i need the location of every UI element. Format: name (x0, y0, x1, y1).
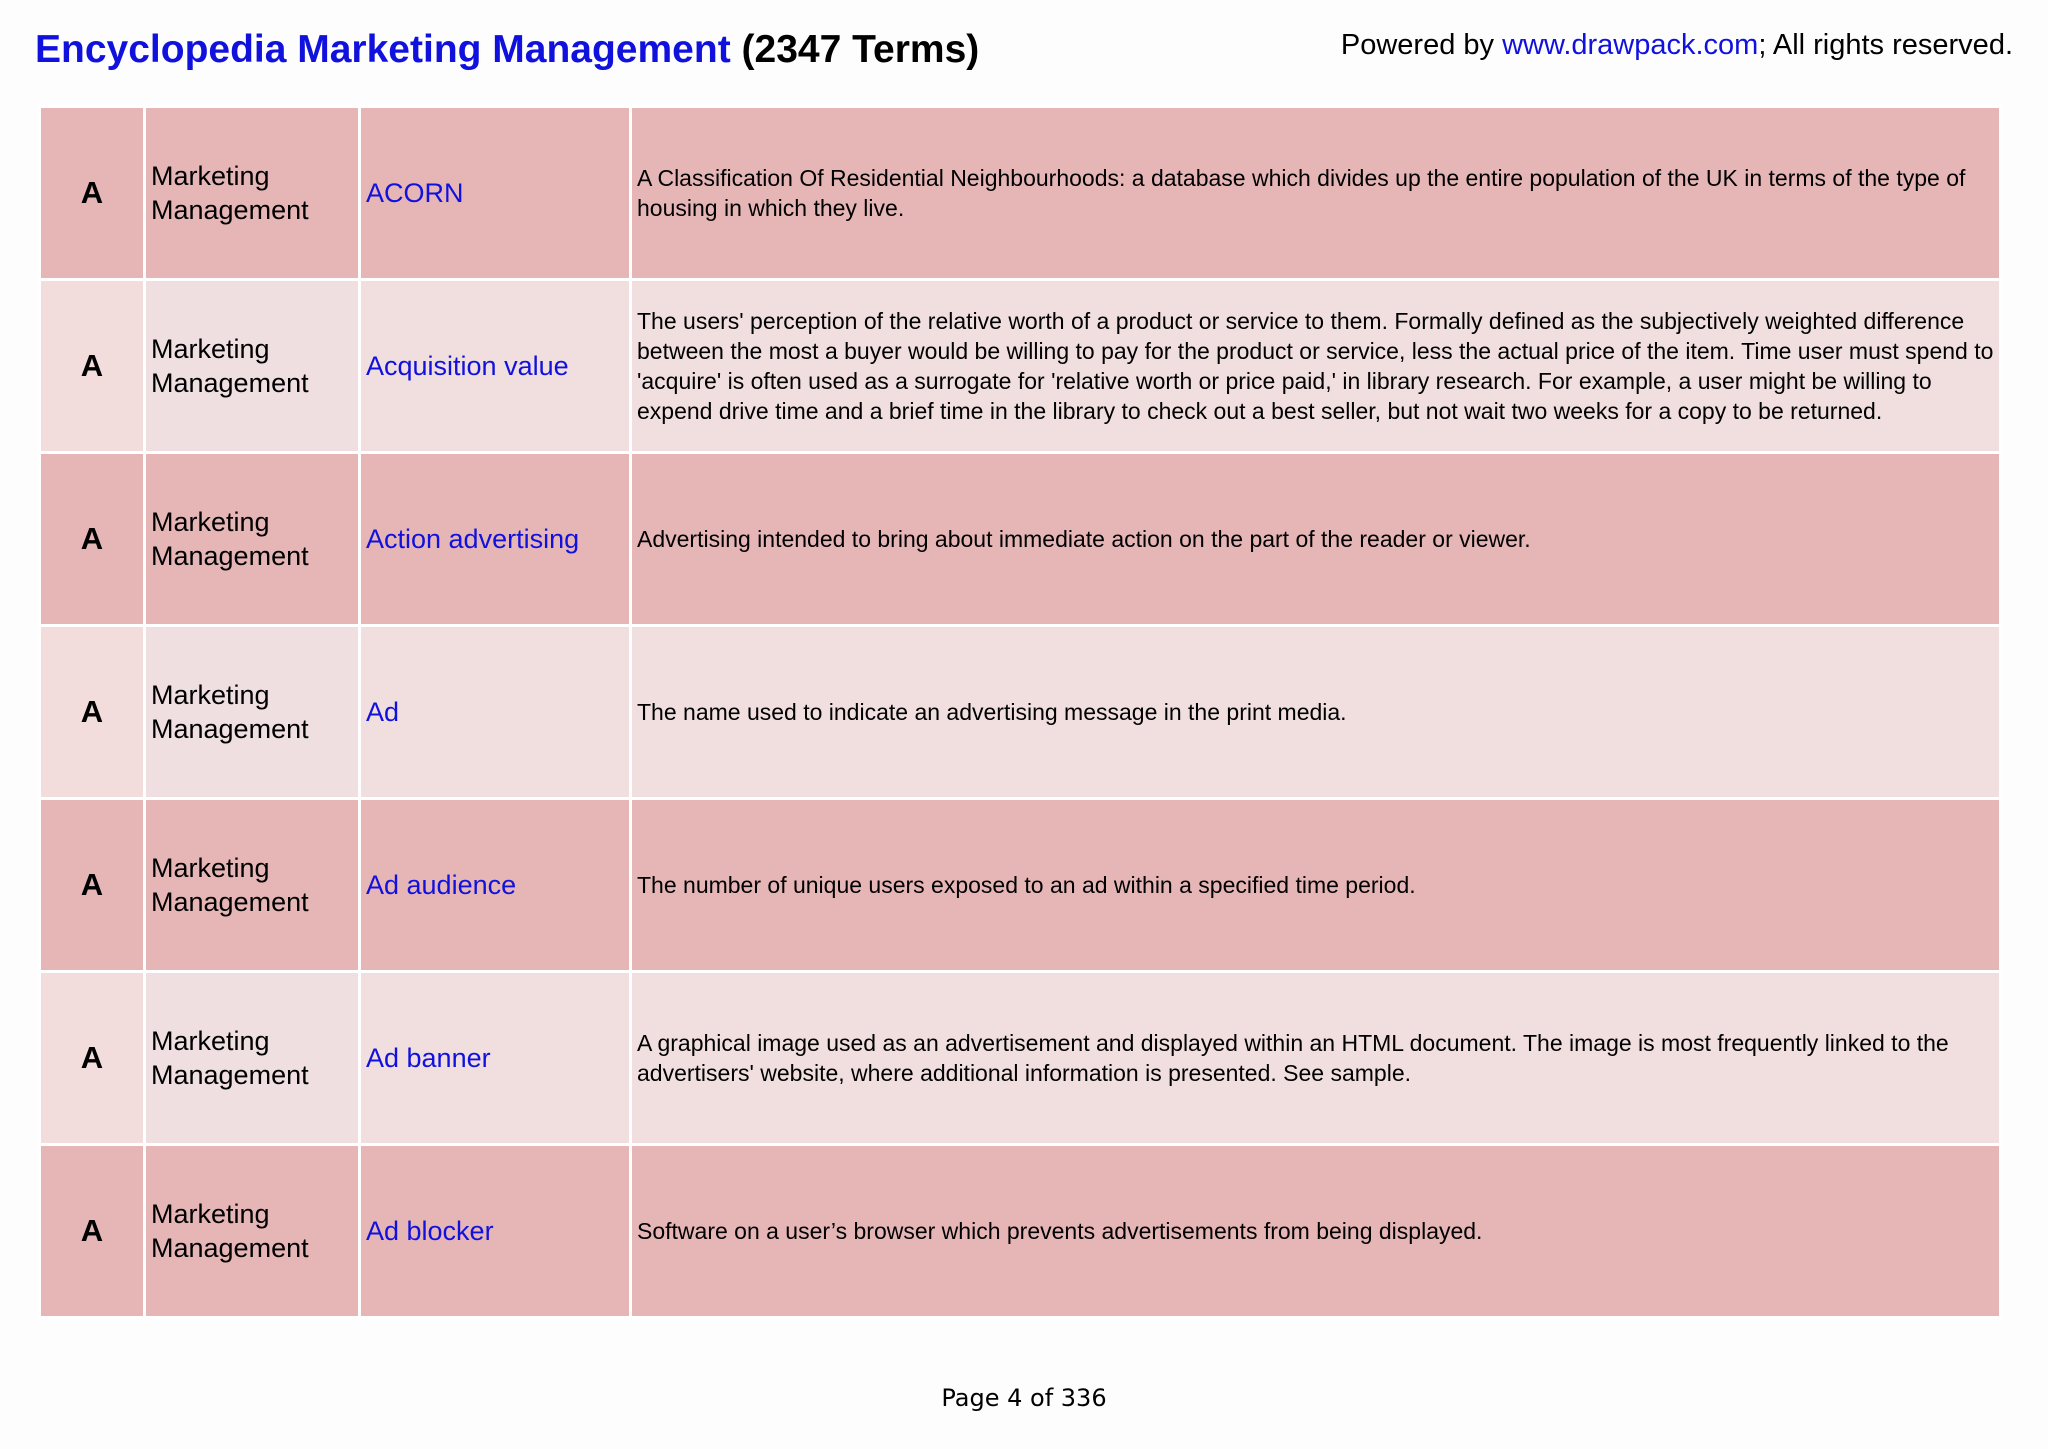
letter-cell: A (40, 1145, 145, 1318)
definition-cell: The number of unique users exposed to an ad within a specified time period. (631, 799, 2001, 972)
term-link[interactable]: Action advertising (360, 453, 631, 626)
powered-by-notice (1341, 29, 2013, 62)
definition-cell: A Classification Of Residential Neighbourhoods: a database which divides up the entire population of the UK in terms of the type of housing in which they live. (631, 107, 2001, 280)
page-title (35, 28, 979, 72)
category-cell: Marketing Management (145, 280, 360, 453)
table-row (40, 453, 2001, 626)
category-cell: Marketing Management (145, 626, 360, 799)
term-link[interactable]: Acquisition value (360, 280, 631, 453)
letter-cell: A (40, 626, 145, 799)
drawpack-link[interactable]: www.drawpack.com (1502, 29, 1759, 61)
term-link[interactable]: ACORN (360, 107, 631, 280)
definition-cell: A graphical image used as an advertisement and displayed within an HTML document. The image is most frequently linked to the advertisers' website, where additional information is presented. See sample. (631, 972, 2001, 1145)
table-row (40, 626, 2001, 799)
powered-prefix: Powered by (1340, 29, 1503, 61)
letter-cell: A (40, 280, 145, 453)
category-cell: Marketing Management (145, 972, 360, 1145)
term-link[interactable]: Ad banner (360, 972, 631, 1145)
category-cell: Marketing Management (145, 453, 360, 626)
category-cell: Marketing Management (145, 107, 360, 280)
term-link[interactable]: Ad audience (360, 799, 631, 972)
category-cell: Marketing Management (145, 1145, 360, 1318)
table-row (40, 107, 2001, 280)
definition-cell: Advertising intended to bring about immediate action on the part of the reader or viewer. (631, 453, 2001, 626)
encyclopedia-title-link[interactable]: Encyclopedia Marketing Management (35, 28, 731, 71)
category-cell: Marketing Management (145, 799, 360, 972)
letter-cell: A (40, 107, 145, 280)
letter-cell: A (40, 799, 145, 972)
definition-cell: The name used to indicate an advertising message in the print media. (631, 626, 2001, 799)
term-link[interactable]: Ad blocker (360, 1145, 631, 1318)
terms-table (38, 105, 2002, 1319)
definition-cell: The users' perception of the relative worth of a product or service to them. Formally defined as the subjectively weighted difference between the most a buyer would be willing to pay for the product or service, less the actual price of the item. Time user must spend to 'acquire' is often used as a surrogate for 'relative worth or price paid,' in library research. For example, a user might be willing to expend drive time and a brief time in the library to check out a best seller, but not wait two weeks for a copy to be returned. (631, 280, 2001, 453)
table-row (40, 972, 2001, 1145)
term-link[interactable]: Ad (360, 626, 631, 799)
table-row (40, 280, 2001, 453)
rights-text: ; All rights reserved. (1758, 29, 2013, 61)
page-number: Page 4 of 336 (941, 1384, 1107, 1412)
letter-cell: A (40, 453, 145, 626)
table-row (40, 799, 2001, 972)
term-count: (2347 Terms) (741, 28, 980, 71)
definition-cell: Software on a user’s browser which prevents advertisements from being displayed. (631, 1145, 2001, 1318)
letter-cell: A (40, 972, 145, 1145)
table-row (40, 1145, 2001, 1318)
